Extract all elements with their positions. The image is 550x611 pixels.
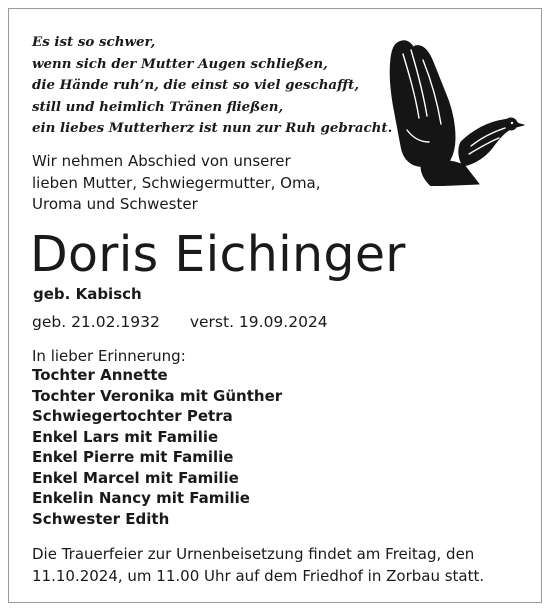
mourner-item: Tochter Annette xyxy=(32,366,168,384)
intro-line: Uroma und Schwester xyxy=(32,195,198,214)
mourner-item: Enkel Lars mit Familie xyxy=(32,427,219,446)
funeral-line: Die Trauerfeier zur Urnenbeisetzung findet am Freitag, den xyxy=(32,545,475,563)
life-dates xyxy=(32,311,328,333)
deceased-name: Doris Eichinger xyxy=(30,226,406,283)
maiden-name: geb. Kabisch xyxy=(33,285,142,303)
poem xyxy=(32,32,392,140)
poem-line: still und heimlich Tränen fließen, xyxy=(32,98,284,115)
mourner-item: Enkel Pierre mit Familie xyxy=(32,448,234,466)
poem-line: Es ist so schwer, xyxy=(32,34,156,50)
memory-label: In lieber Erinnerung: xyxy=(32,347,186,365)
intro-line: lieben Mutter, Schwiegermutter, Oma, xyxy=(32,173,321,192)
mourners-list xyxy=(32,365,282,529)
intro-text xyxy=(32,151,362,216)
mourner-item: Schwester Edith xyxy=(32,509,170,528)
poem-line: wenn sich der Mutter Augen schließen, xyxy=(32,55,328,72)
funeral-line: 11.10.2024, um 11.00 Uhr auf dem Friedhof in Zorbau statt. xyxy=(32,566,485,585)
poem-line: die Hände ruh’n, die einst so viel geschafft, xyxy=(32,77,360,94)
mourner-item: Schwiegertochter Petra xyxy=(32,407,233,425)
birth-date: geb. 21.02.1932 xyxy=(32,313,160,331)
death-date: verst. 19.09.2024 xyxy=(189,313,328,331)
mourner-item: Enkelin Nancy mit Familie xyxy=(32,489,250,507)
mourner-item: Tochter Veronika mit Günther xyxy=(32,386,283,405)
poem-line: ein liebes Mutterherz ist nun zur Ruh gebracht. xyxy=(32,120,393,137)
funeral-info xyxy=(32,544,532,587)
praying-hands-with-dove-icon xyxy=(381,34,527,186)
intro-line: Wir nehmen Abschied von unserer xyxy=(32,152,291,170)
mourner-item: Enkel Marcel mit Familie xyxy=(32,468,239,487)
